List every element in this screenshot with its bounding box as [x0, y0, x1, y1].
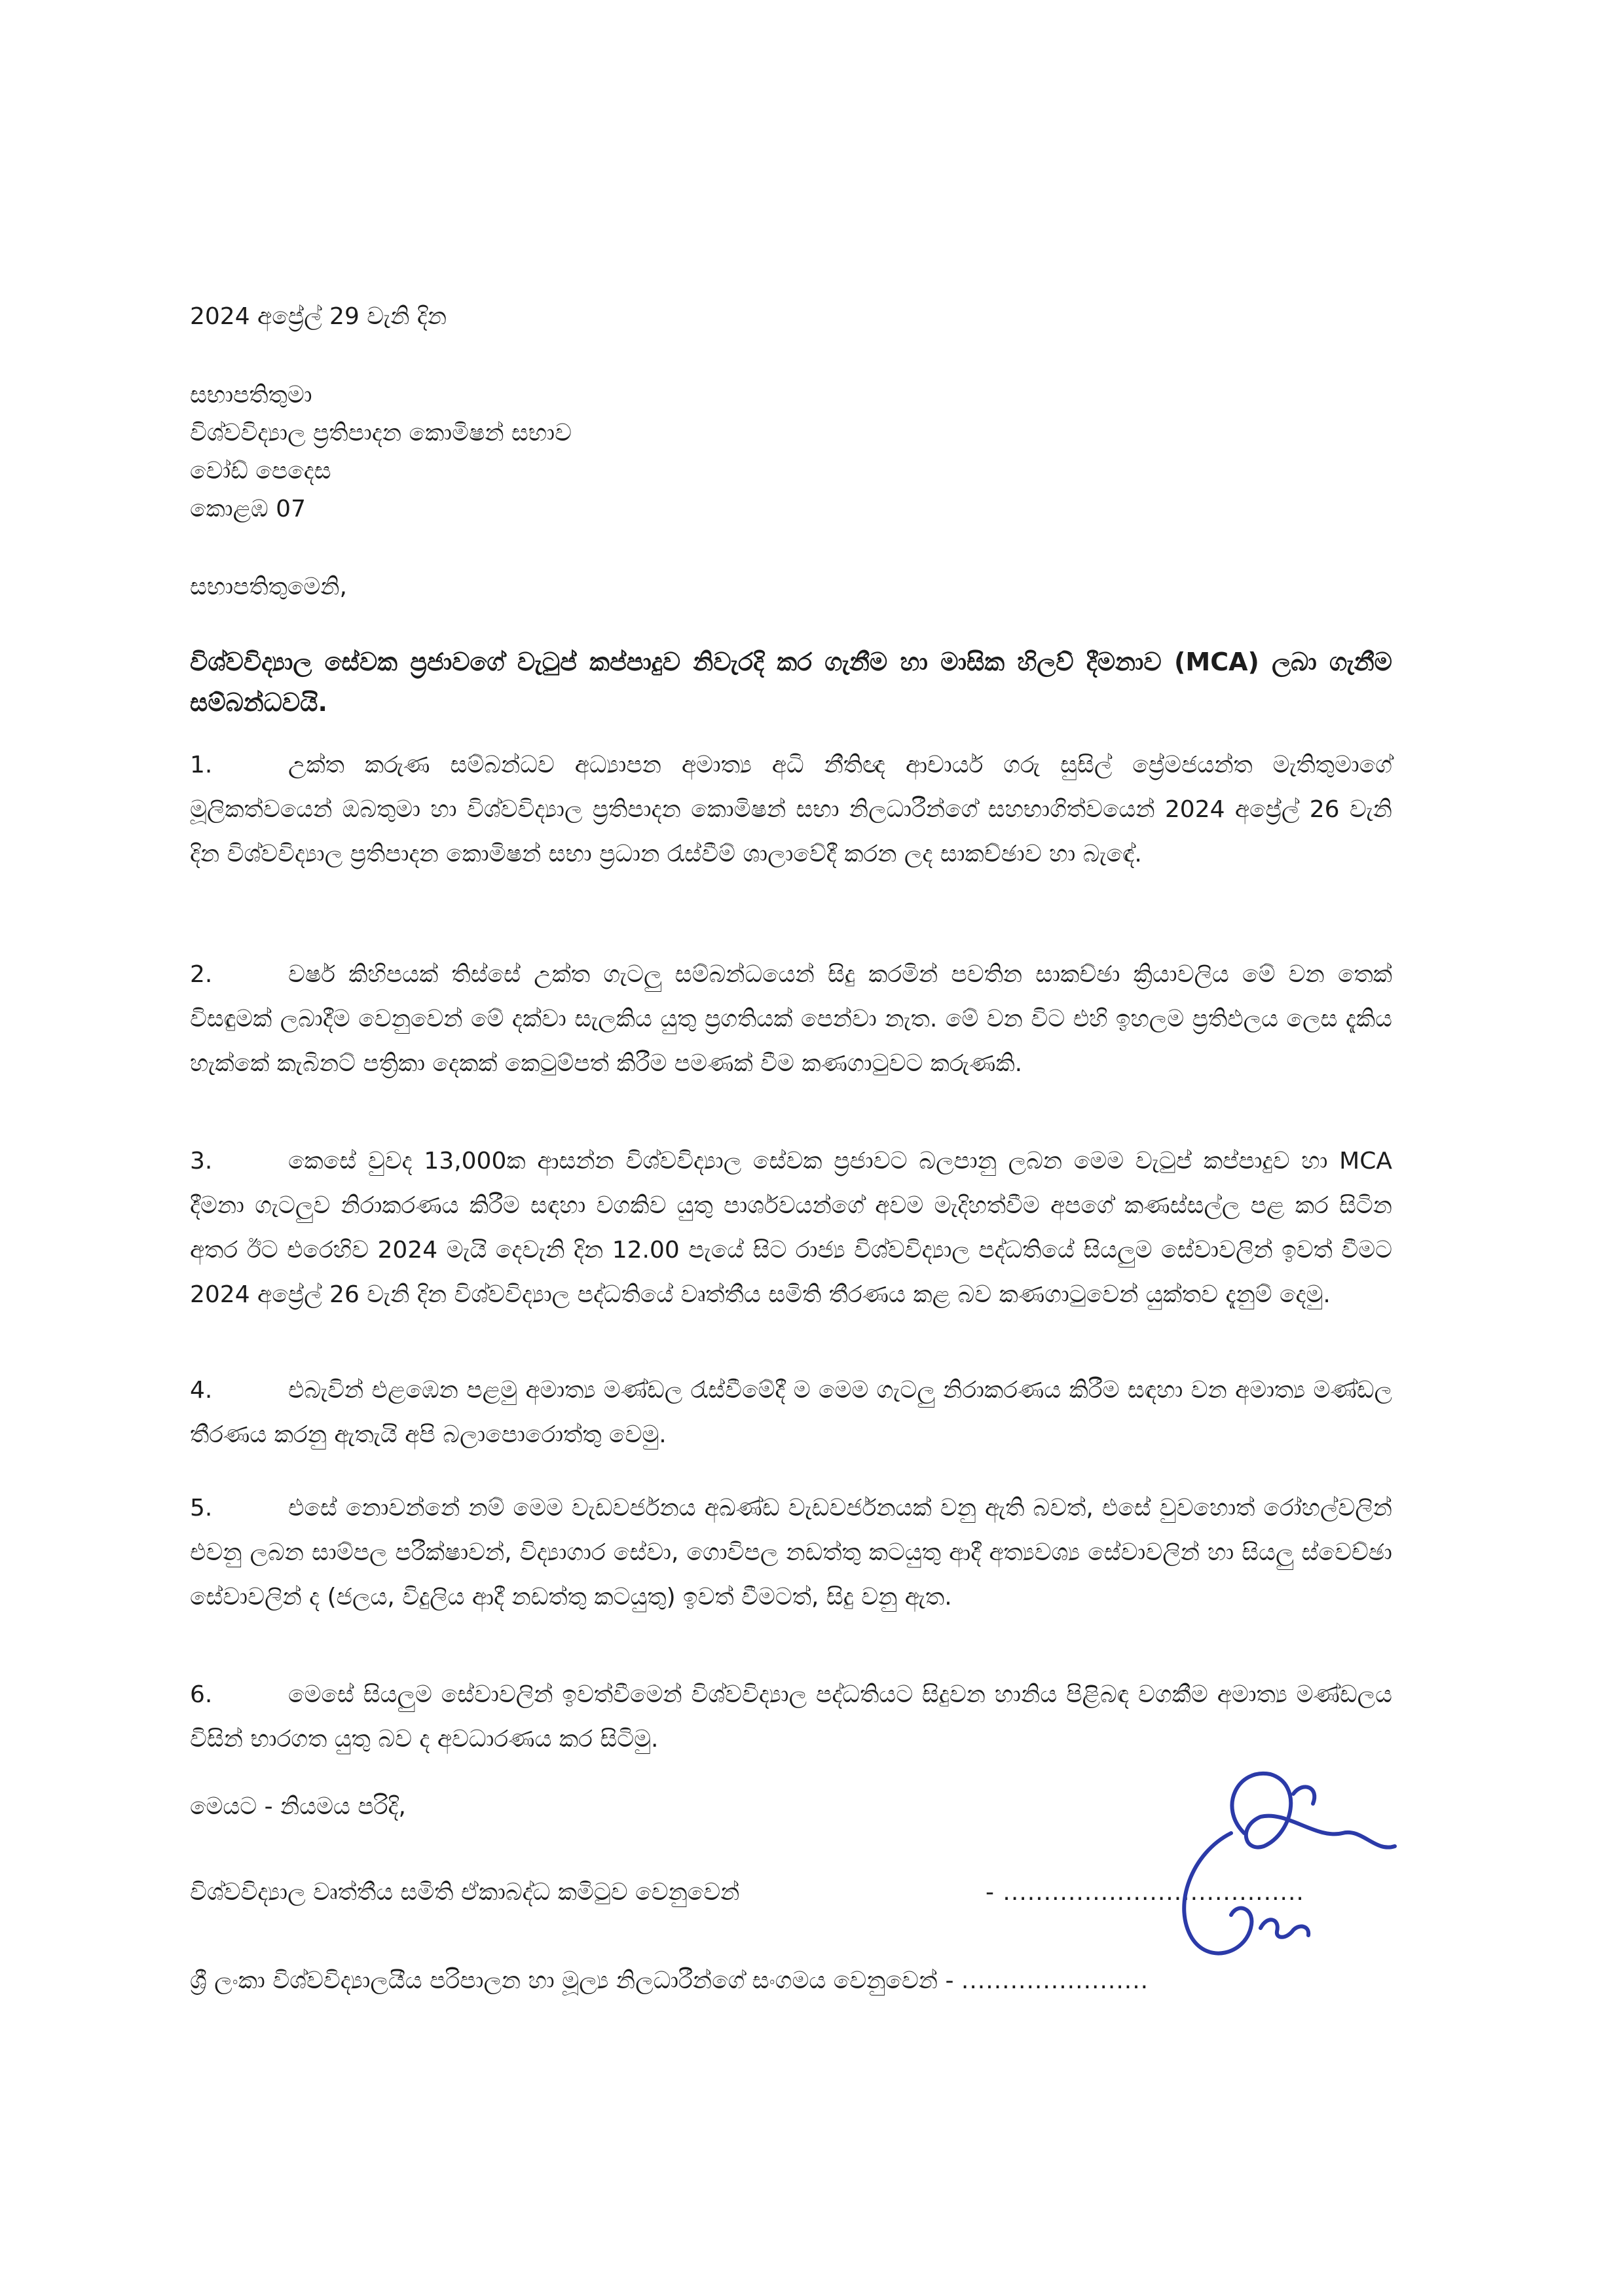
recipient-organization: විශ්වවිද්‍යාල ප්‍රතිපාදන කොමිෂන් සභාව [190, 420, 572, 446]
salutation: සභාපතිතුමෙනි, [190, 574, 347, 600]
signatory-label: ශ්‍රී ලංකා විශ්වවිද්‍යාලයීය පරිපාලන හා මූල්‍ය නිලධාරීන්ගේ සංගමය වෙනුවෙන් - [190, 1967, 954, 1994]
handwritten-signature [1146, 1755, 1486, 1964]
signature-dotted-line: ....................... [961, 1967, 1149, 1994]
recipient-city: කොළඹ 07 [190, 496, 306, 522]
paragraph-1 [190, 743, 1392, 877]
signatory-line-1 [190, 1879, 1304, 1906]
paragraph-5 [190, 1486, 1392, 1620]
paragraph-number: 3. [190, 1148, 213, 1175]
paragraph-text: මෙසේ සියලුම සේවාවලින් ඉවත්වීමෙන් විශ්වවිද්‍යාල පද්ධතියට සිදුවන හානිය පිළිබඳ වගකීම අමාත්‍ය මණ්ඩලය විසින් භාරගත යුතු බව ද අවධාරණය කර සිටිමු. [190, 1681, 1392, 1753]
paragraph-text: එබැවින් එළඹෙන පළමු අමාත්‍ය මණ්ඩල රැස්වීමේදී ම මෙම ගැටලු නිරාකරණය කිරීම සඳහා වන අමාත්‍ය මණ්ඩල තීරණය කරනු ඇතැයි අපි බලාපොරොත්තු වෙමු. [190, 1377, 1392, 1448]
recipient-address [190, 376, 572, 528]
recipient-title: සභාපතිතුමා [190, 382, 312, 409]
paragraph-text: උක්ත කරුණ සම්බන්ධව අධ්‍යාපන අමාත්‍ය අධි නීතිඥ ආචාර්ය ගරු සුසිල් ප්‍රේමජයන්ත මැතිතුමාගේ මූලිකත්වයෙන් ඔබතුමා හා විශ්වවිද්‍යාල ප්‍රතිපාදන කොමිෂන් සභා නිලධාරීන්ගේ සහභාගිත්වයෙන් 2024 අප්‍රේල් 26 වැනි දින විශ්වවිද්‍යාල ප්‍රතිපාදන කොමිෂන් සභා ප්‍රධාන රැස්වීම් ශාලාවේදී කරන ලද සාකච්ඡාව හා බැඳේ. [190, 752, 1392, 867]
paragraph-text: වර්ෂ කිහිපයක් තිස්සේ උක්ත ගැටලු සම්බන්ධයෙන් සිදු කරමින් පවතින සාකච්ඡා ක්‍රියාවලිය මේ වන තෙක් විසඳුමක් ලබාදීම වෙනුවෙන් මේ දක්වා සැලකිය යුතු ප්‍රගතියක් පෙන්වා නැත. මේ වන විට එහි ඉහලම ප්‍රතිඵලය ලෙස දැකිය හැක්කේ කැබිනට් පත්‍රිකා දෙකක් කෙටුම්පත් කිරීම පමණක් වීම කණගාටුවට කරුණකි. [190, 961, 1392, 1077]
paragraph-number: 6. [190, 1681, 213, 1708]
paragraph-number: 5. [190, 1495, 213, 1522]
signature-stroke [1261, 1920, 1308, 1937]
paragraph-text: එසේ නොවන්නේ නම් මෙම වැඩවර්ජනය අඛණ්ඩ වැඩවර්ජනයක් වනු ඇති බවත්, එසේ වුවහොත් රෝහල්වලින් එවනු ලබන සාම්පල පරීක්ෂාවන්, විද්‍යාගාර සේවා, ගොවිපල නඩත්තු කටයුතු ආදී අත්‍යවශ්‍ය සේවාවලින් හා සියලු ස්වෙච්ඡා සේවාවලින් ද (ජලය, විදුලිය ආදී නඩත්තු කටයුතු) ඉවත් වීමටත්, සිදු වනු ඇත. [190, 1495, 1392, 1611]
paragraph-number: 1. [190, 752, 213, 778]
closing-line: මෙයට - නියමය පරිදි, [190, 1793, 406, 1820]
signature-stroke [1184, 1833, 1251, 1954]
signature-stroke [1232, 1774, 1395, 1848]
recipient-street: වෝඩ් පෙදෙස [190, 458, 331, 484]
signatory-line-2 [190, 1967, 1149, 1995]
paragraph-2 [190, 953, 1392, 1086]
paragraph-4 [190, 1368, 1392, 1457]
paragraph-number: 2. [190, 961, 213, 988]
paragraph-6 [190, 1673, 1392, 1762]
signature-dotted-line: - ..................................... [986, 1879, 1304, 1906]
paragraph-3 [190, 1139, 1392, 1317]
letter-date: 2024 අප්‍රේල් 29 වැනි දින [190, 303, 447, 330]
paragraph-number: 4. [190, 1377, 213, 1404]
signature-stroke [1293, 1787, 1314, 1804]
paragraph-text: කෙසේ වුවද 13,000ක ආසන්න විශ්වවිද්‍යාල සේවක ප්‍රජාවට බලපානු ලබන මෙම වැටුප් කප්පාදුව හා MCA දීමනා ගැටලුව නිරාකරණය කිරීම සඳහා වගකිව යුතු පාර්ශවයන්ගේ අවම මැදිහත්වීම අපගේ කණස්සල්ල පළ කර සිටින අතර ඊට එරෙහිව 2024 මැයි දෙවැනි දින 12.00 පැයේ සිට රාජ්‍ය විශ්වවිද්‍යාල පද්ධතියේ සියලුම සේවාවලින් ඉවත් වීමට 2024 අප්‍රේල් 26 වැනි දින විශ්වවිද්‍යාල පද්ධතියේ වෘත්තීය සමිති තීරණය කළ බව කණගාටුවෙන් යුක්තව දැනුම් දෙමු. [190, 1148, 1392, 1308]
letter-subject: විශ්වවිද්‍යාල සේවක ප්‍රජාවගේ වැටුප් කප්පාදුව නිවැරදි කර ගැනීම හා මාසික හිලව් දීමනාව (MCA) ලබා ගැනීම සම්බන්ධවයි. [190, 647, 1392, 717]
signatory-label: විශ්වවිද්‍යාල වෘත්තීය සමිති ඒකාබද්ධ කමිටුව වෙනුවෙන් [190, 1879, 740, 1906]
